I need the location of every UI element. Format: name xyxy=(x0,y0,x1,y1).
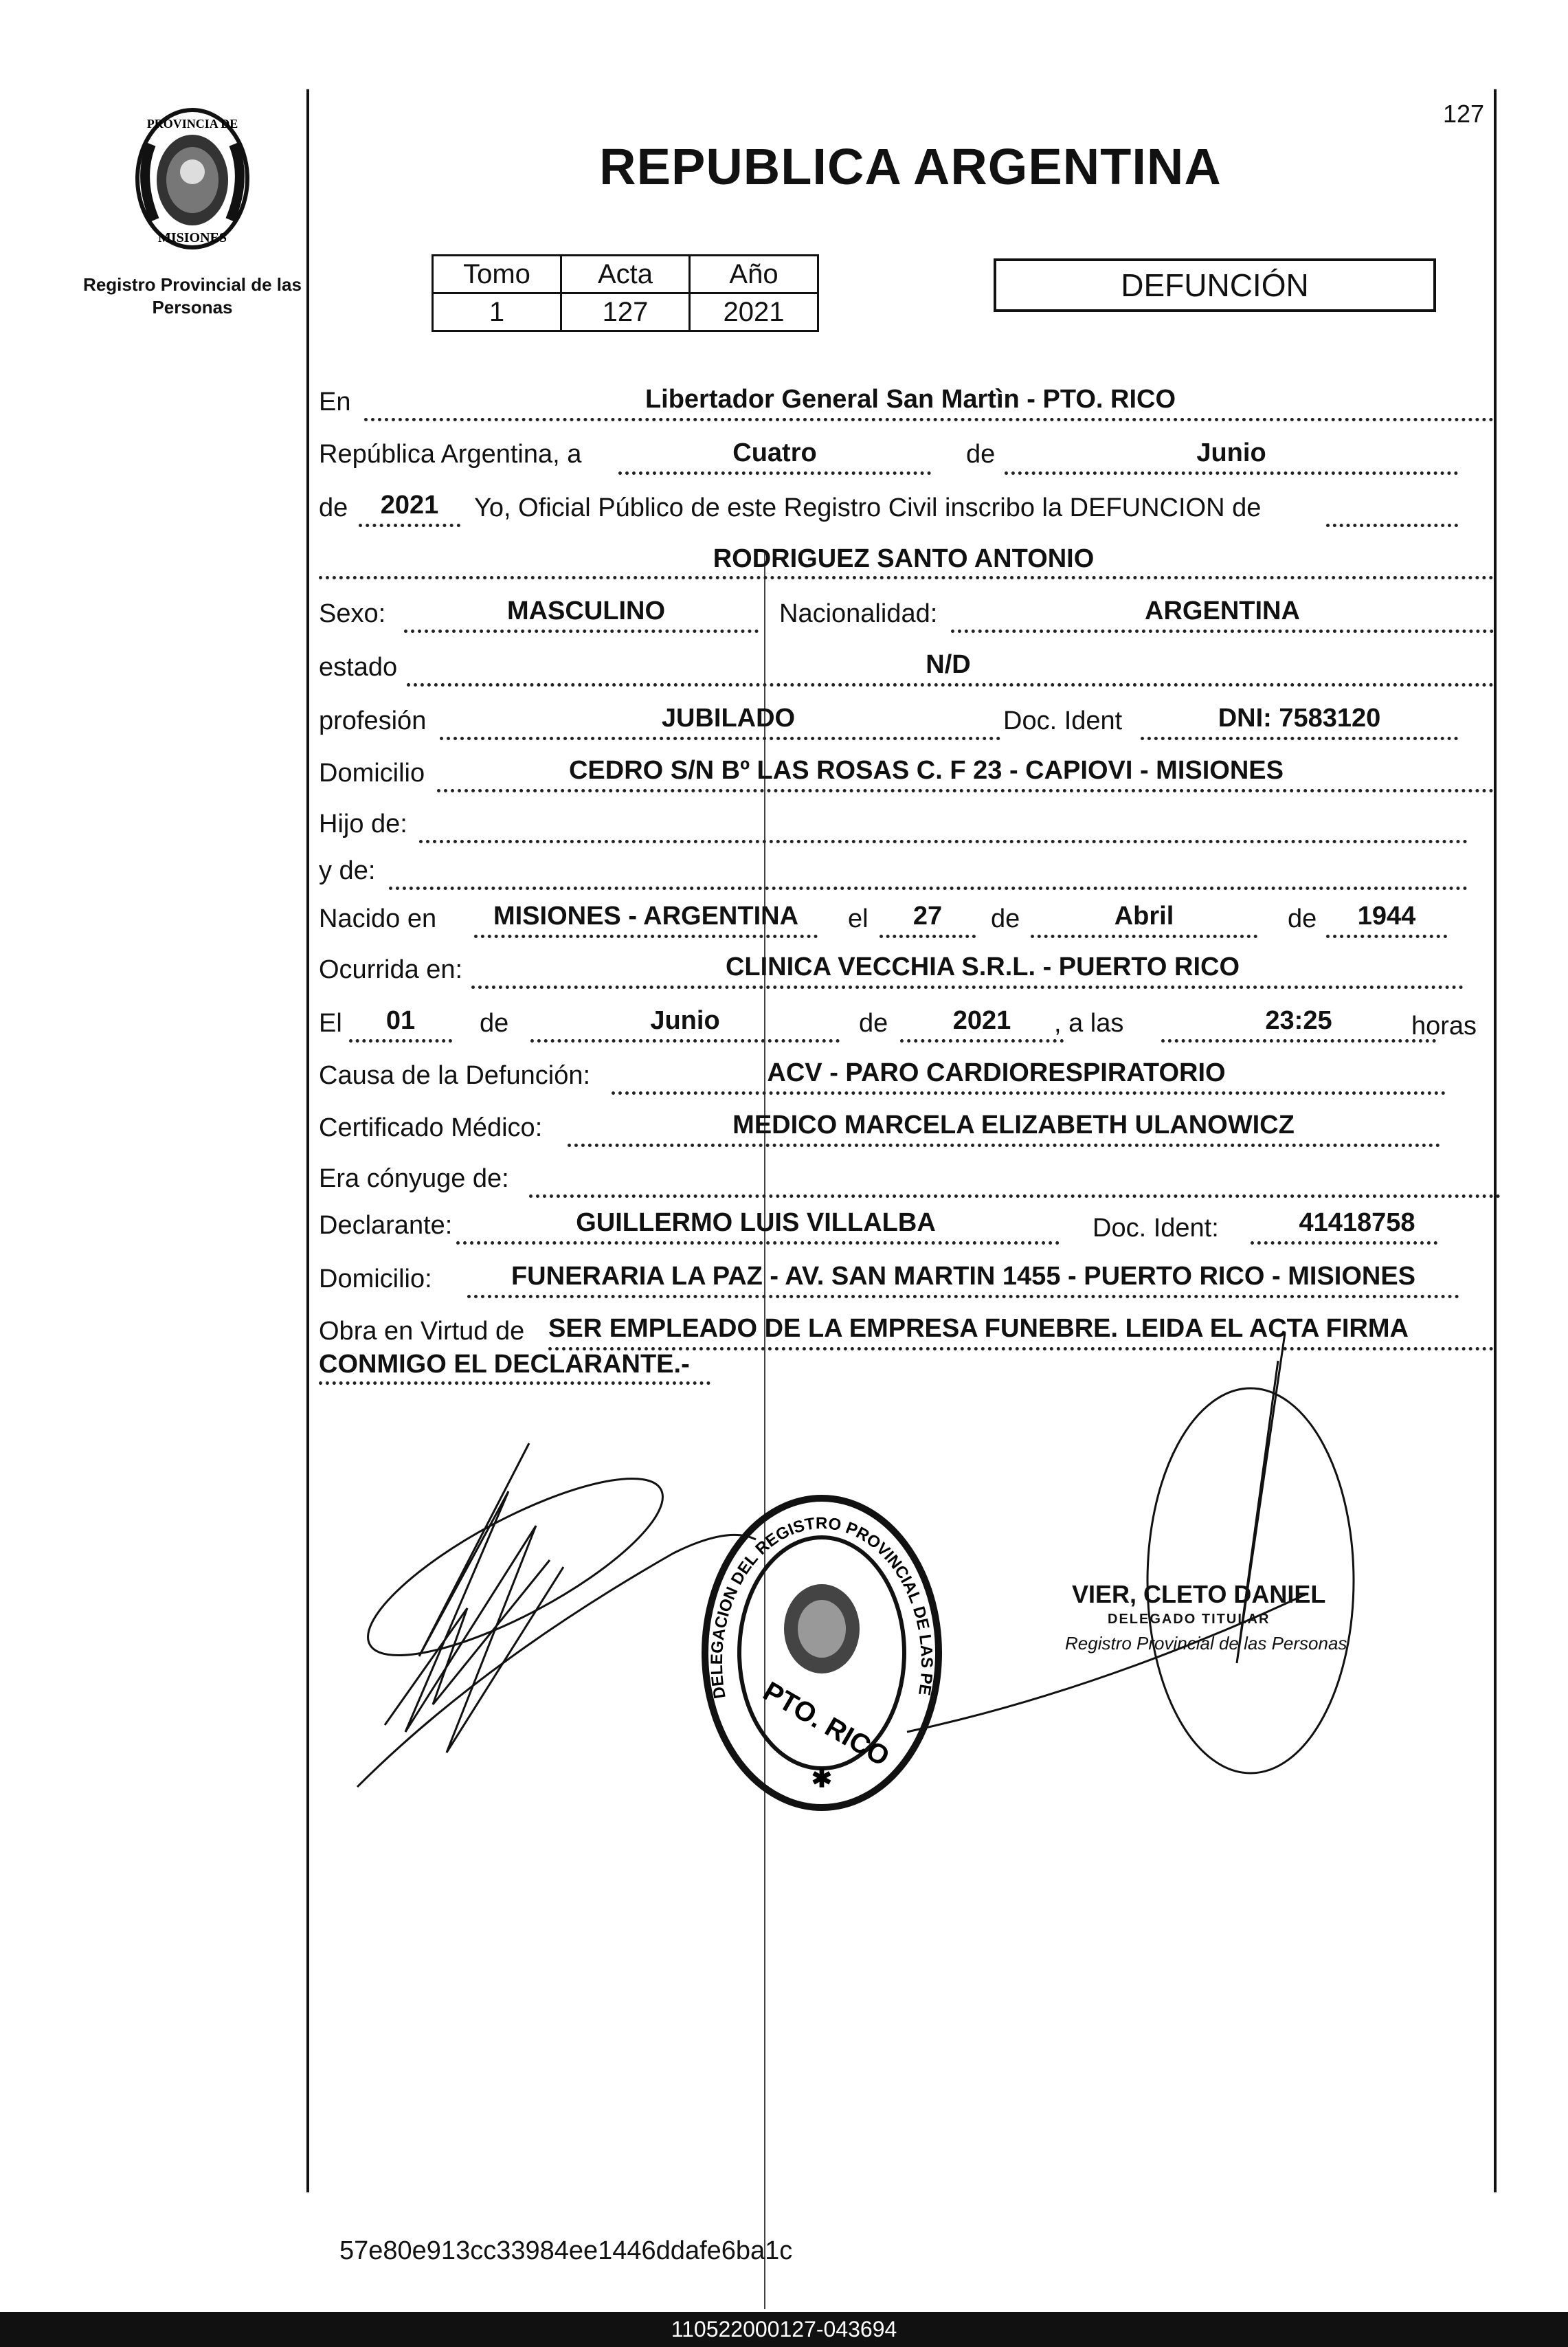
estado-line xyxy=(407,683,1494,687)
domicilio-value: CEDRO S/N Bº LAS ROSAS C. F 23 - CAPIOVI - MISIONES xyxy=(568,756,1284,785)
death-time-line xyxy=(1161,1039,1436,1043)
obra-line-2 xyxy=(319,1381,710,1385)
conyuge-line xyxy=(529,1194,1501,1198)
hijo-label: Hijo de: xyxy=(319,810,407,838)
causa-line xyxy=(612,1091,1446,1095)
death-month-line xyxy=(530,1039,840,1043)
ref-header-tomo: Tomo xyxy=(433,256,561,293)
official-office: Registro Provincial de las Personas xyxy=(1065,1633,1347,1654)
year-prefix: de xyxy=(319,493,348,522)
stamp-ring-text: DELEGACION DEL REGISTRO PROVINCIAL DE LAS PE xyxy=(707,1514,937,1700)
certificado-label: Certificado Médico: xyxy=(319,1113,543,1142)
obra-value-1: SER EMPLEADO DE LA EMPRESA FUNEBRE. LEIDA EL ACTA FIRMA xyxy=(548,1314,1409,1343)
oficial-line xyxy=(1326,524,1458,527)
birth-month: Abril xyxy=(1114,902,1174,931)
hijo-line xyxy=(419,840,1468,843)
document-hash: 57e80e913cc33984ee1446ddafe6ba1c xyxy=(339,2236,793,2265)
ocurrida-label: Ocurrida en: xyxy=(319,955,463,984)
causa-value: ACV - PARO CARDIORESPIRATORIO xyxy=(767,1058,1226,1087)
death-de2: de xyxy=(859,1009,888,1038)
de-label: de xyxy=(966,440,996,469)
footer-code: 110522000127-043694 xyxy=(0,2312,1568,2347)
horas-label: horas xyxy=(1411,1012,1477,1041)
decl-doc-line xyxy=(1251,1241,1437,1245)
doc-line xyxy=(1141,737,1458,740)
oficial-text: Yo, Oficial Público de este Registro Civil inscribo la DEFUNCION de xyxy=(474,493,1262,522)
stamp-center-text: PTO. RICO xyxy=(758,1676,895,1772)
official-name: VIER, CLETO DANIEL xyxy=(1072,1580,1326,1608)
birth-year-line xyxy=(1326,935,1447,938)
ocurrida-line xyxy=(471,986,1464,989)
birth-day-line xyxy=(880,935,976,938)
causa-label: Causa de la Defunción: xyxy=(319,1061,591,1090)
birth-day: 27 xyxy=(912,902,943,931)
page-number: 127 xyxy=(1443,100,1485,128)
decl-doc-label: Doc. Ident: xyxy=(1093,1214,1219,1243)
ref-header-anio: Año xyxy=(690,256,818,293)
day-line xyxy=(618,471,931,475)
death-year: 2021 xyxy=(952,1006,1011,1035)
domicilio-line xyxy=(437,789,1494,792)
nacido-el: el xyxy=(848,904,869,933)
nacionalidad-value: ARGENTINA xyxy=(1145,597,1300,625)
obra-value-2: CONMIGO EL DECLARANTE.- xyxy=(319,1350,690,1379)
birth-month-line xyxy=(1031,935,1257,938)
birth-de2: de xyxy=(1288,904,1317,933)
registry-label: Registro Provincial de las Personas xyxy=(83,274,302,318)
left-margin-line xyxy=(306,89,309,2192)
month-value: Junio xyxy=(1196,438,1266,467)
death-year-line xyxy=(900,1039,1064,1043)
death-day: 01 xyxy=(385,1006,416,1035)
ocurrida-value: CLINICA VECCHIA S.R.L. - PUERTO RICO xyxy=(725,953,1240,981)
el-label: El xyxy=(319,1009,342,1038)
page-title: REPUBLICA ARGENTINA xyxy=(599,138,1222,195)
certificado-value: MEDICO MARCELA ELIZABETH ULANOWICZ xyxy=(732,1111,1295,1139)
alas-label: , a las xyxy=(1054,1009,1124,1038)
seal-bottom-text: MISIONES xyxy=(157,230,227,245)
birth-year: 1944 xyxy=(1357,902,1416,931)
sexo-label: Sexo: xyxy=(319,599,386,628)
declarante-value: GUILLERMO LUIS VILLALBA xyxy=(576,1208,936,1237)
ref-value-acta: 127 xyxy=(561,293,690,331)
decl-doc-value: 41418758 xyxy=(1299,1208,1415,1237)
reference-table xyxy=(432,254,819,332)
ref-value-tomo: 1 xyxy=(433,293,561,331)
death-time: 23:25 xyxy=(1265,1006,1332,1035)
death-month: Junio xyxy=(650,1006,720,1035)
official-signature xyxy=(893,1306,1374,1814)
year-line xyxy=(359,524,460,527)
certificado-line xyxy=(568,1144,1440,1147)
year-value: 2021 xyxy=(380,491,439,520)
nacido-value: MISIONES - ARGENTINA xyxy=(493,902,799,931)
domicilio-label: Domicilio xyxy=(319,759,425,788)
yde-label: y de: xyxy=(319,856,376,885)
death-de1: de xyxy=(480,1009,509,1038)
record-type-box: DEFUNCIÓN xyxy=(994,258,1436,312)
nacionalidad-label: Nacionalidad: xyxy=(779,599,938,628)
estado-value: N/D xyxy=(926,650,971,679)
declarante-label: Declarante: xyxy=(319,1211,453,1240)
decl-domicilio-value: FUNERARIA LA PAZ - AV. SAN MARTIN 1455 - PUERTO RICO - MISIONES xyxy=(511,1262,1416,1291)
right-margin-line xyxy=(1494,89,1497,2192)
decl-domicilio-label: Domicilio: xyxy=(319,1265,432,1293)
profesion-label: profesión xyxy=(319,707,427,735)
sexo-line xyxy=(404,630,759,633)
ref-header-acta: Acta xyxy=(561,256,690,293)
en-value: Libertador General San Martìn - PTO. RICO xyxy=(645,385,1176,414)
ref-value-anio: 2021 xyxy=(690,293,818,331)
official-role: DELEGADO TITULAR xyxy=(1108,1612,1270,1627)
nacido-line xyxy=(474,935,818,938)
decl-domicilio-line xyxy=(467,1295,1459,1298)
profesion-value: JUBILADO xyxy=(661,704,796,733)
deceased-name: RODRIGUEZ SANTO ANTONIO xyxy=(713,544,1095,573)
svg-text:✱: ✱ xyxy=(811,1764,833,1792)
yde-line xyxy=(389,887,1468,890)
conyuge-label: Era cónyuge de: xyxy=(319,1164,509,1193)
profesion-line xyxy=(440,737,1000,740)
obra-label: Obra en Virtud de xyxy=(319,1317,525,1346)
month-line xyxy=(1005,471,1458,475)
day-value: Cuatro xyxy=(732,438,817,467)
declarante-line xyxy=(456,1241,1060,1245)
doc-label: Doc. Ident xyxy=(1003,707,1123,735)
republica-label: República Argentina, a xyxy=(319,440,582,469)
birth-de1: de xyxy=(991,904,1020,933)
death-day-line xyxy=(349,1039,452,1043)
estado-label: estado xyxy=(319,653,398,682)
seal-top-text: PROVINCIA DE xyxy=(146,117,238,131)
sexo-value: MASCULINO xyxy=(506,597,666,625)
en-label: En xyxy=(319,388,351,416)
nacionalidad-line xyxy=(951,630,1494,633)
en-line xyxy=(364,418,1494,421)
nacido-label: Nacido en xyxy=(319,904,437,933)
name-line xyxy=(319,576,1494,579)
doc-value: DNI: 7583120 xyxy=(1218,704,1381,733)
